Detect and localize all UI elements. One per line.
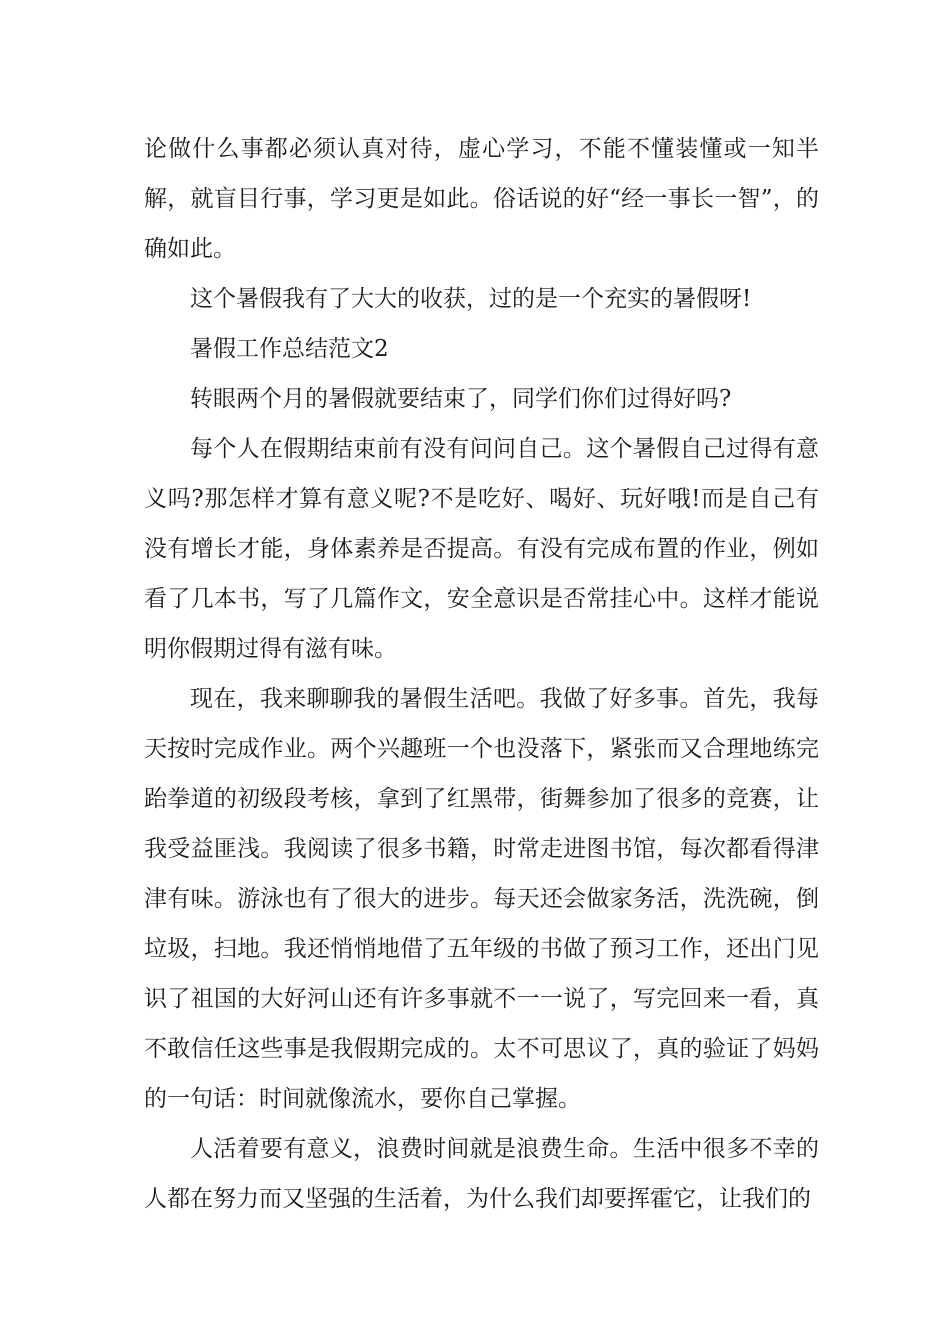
paragraph-continuation: 论做什么事都必须认真对待，虚心学习，不能不懂装懂或一知半解，就盲目行事，学习更是如此。俗话说的好“经一事长一智”，的确如此。 [144,136,819,262]
section-heading: 暑假工作总结范文2 [190,336,389,362]
paragraph-meaning-of-life: 人活着要有意义，浪费时间就是浪费生命。生活中很多不幸的人都在努力而又坚强的生活着，为什么我们却要挥霍它，让我们的 [144,1136,819,1212]
document-body [144,124,819,1224]
paragraph-summer-gain: 这个暑假我有了大大的收获，过的是一个充实的暑假呀! [190,286,752,312]
paragraph-summer-activities: 现在，我来聊聊我的暑假生活吧。我做了好多事。首先，我每天按时完成作业。两个兴趣班一个也没落下，紧张而又合理地练完跆拳道的初级段考核，拿到了红黑带，街舞参加了很多的竞赛，让我受益匪浅。我阅读了很多书籍，时常走进图书馆，每次都看得津津有味。游泳也有了很大的进步。每天还会做家务活，洗洗碗，倒垃圾，扫地。我还悄悄地借了五年级的书做了预习工作，还出门见识了祖国的大好河山还有许多事就不一一说了，写完回来一看，真不敢信任这些事是我假期完成的。太不可思议了，真的验证了妈妈的一句话：时间就像流水，要你自己掌握。 [144,686,819,1112]
paragraph-opening-question: 转眼两个月的暑假就要结束了，同学们你们过得好吗? [190,386,732,412]
paragraph-self-reflection: 每个人在假期结束前有没有问问自己。这个暑假自己过得有意义吗?那怎样才算有意义呢?不是吃好、喝好、玩好哦!而是自己有没有增长才能，身体素养是否提高。有没有完成布置的作业，例如看了几本书，写了几篇作文，安全意识是否常挂心中。这样才能说明你假期过得有滋有味。 [144,436,819,662]
